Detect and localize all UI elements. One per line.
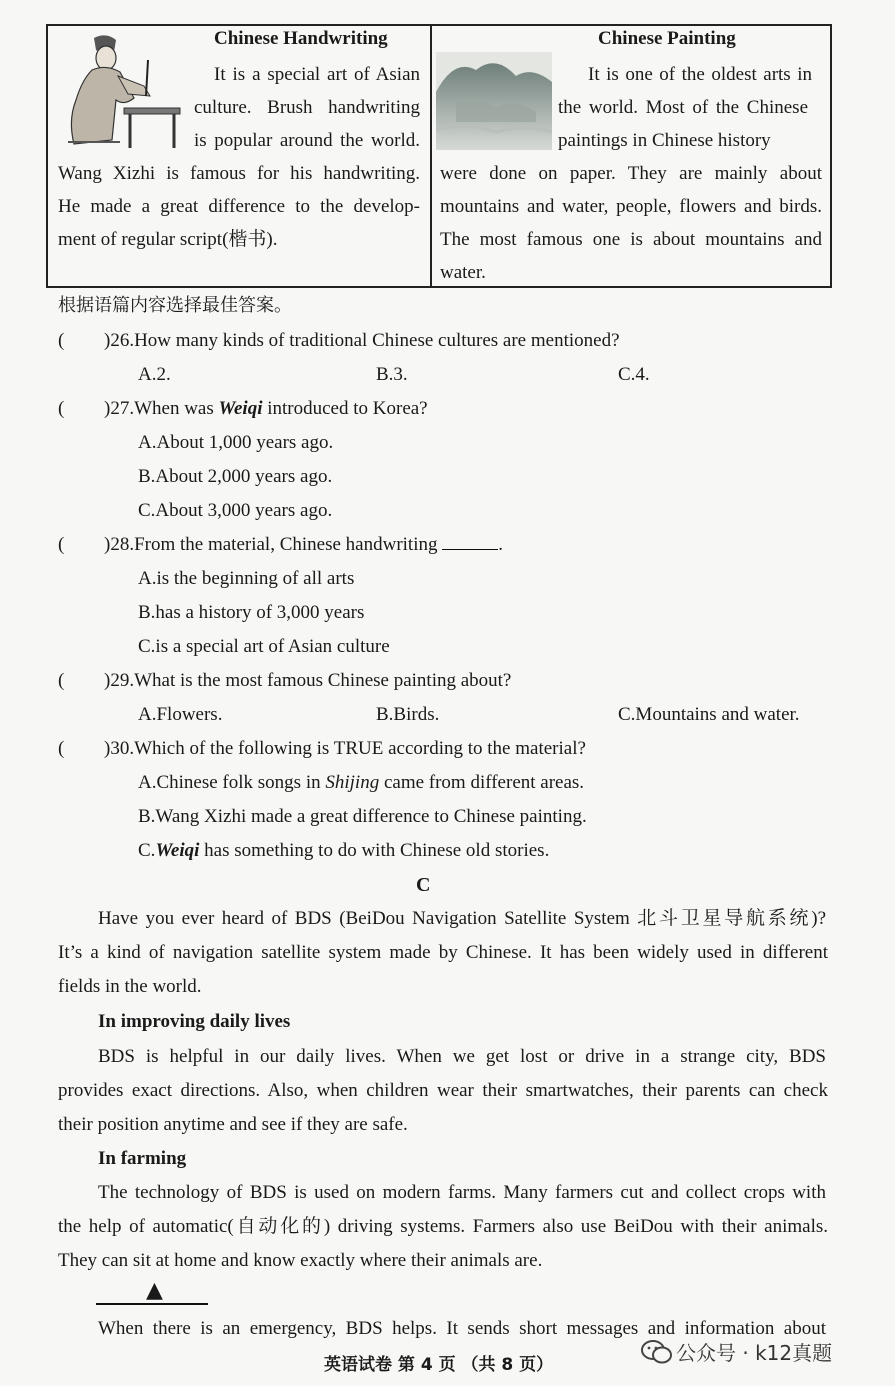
painting-text-line: the world. Most of the Chinese [558,97,808,118]
scholar-writing-illustration [54,30,184,152]
question-30: )30.Which of the following is TRUE according to the material? [104,738,586,759]
question-26: )26.How many kinds of traditional Chinese cultures are mentioned? [104,330,620,351]
answer-blank[interactable] [442,533,498,550]
question-28: )28.From the material, Chinese handwriting . [104,534,503,555]
paragraph-line: provides exact directions. Also, when children wear their smartwatches, their parents can check [58,1080,828,1101]
answer-paren[interactable]: ( [58,534,65,555]
subheading: In farming [98,1148,187,1169]
paragraph-line: Have you ever heard of BDS (BeiDou Navigation Satellite System 北斗卫星导航系统)? [98,908,826,929]
option[interactable]: B.3. [376,364,408,385]
wechat-icon [640,1338,674,1366]
answer-paren[interactable]: ( [58,670,65,691]
triangle-icon: ▲ [146,1278,163,1303]
handwriting-text-line: He made a great difference to the develop- [58,196,420,217]
option[interactable]: C.About 3,000 years ago. [138,500,333,521]
paragraph-line: fields in the world. [58,976,202,997]
option[interactable]: C.Weiqi has something to do with Chinese old stories. [138,840,550,861]
handwriting-title: Chinese Handwriting [214,28,388,49]
watermark-text: 公众号 · k12真题 [676,1341,833,1365]
answer-paren[interactable]: ( [58,738,65,759]
option[interactable]: C.4. [618,364,650,385]
subheading: In improving daily lives [98,1011,291,1032]
handwriting-text-line: culture. Brush handwriting [194,97,420,118]
handwriting-text-line: is popular around the world. [194,130,420,151]
paragraph-line: their position anytime and see if they are safe. [58,1114,408,1135]
answer-paren[interactable]: ( [58,330,65,351]
section-letter: C [416,874,431,896]
option[interactable]: B.About 2,000 years ago. [138,466,333,487]
painting-text-line: mountains and water, people, flowers and birds. [440,196,822,217]
subheading-blank-line [96,1303,208,1305]
page-footer: 英语试卷 第 4 页 （共 8 页） [324,1355,554,1375]
paragraph-line: It’s a kind of navigation satellite system made by Chinese. It has been widely used in different [58,942,828,963]
ink-painting-illustration [436,52,552,150]
paragraph-line: They can sit at home and know exactly where their animals are. [58,1250,543,1271]
handwriting-text-line: It is a special art of Asian [214,64,420,85]
option[interactable]: A.About 1,000 years ago. [138,432,334,453]
answer-paren[interactable]: ( [58,398,65,419]
option[interactable]: B.has a history of 3,000 years [138,602,365,623]
paragraph-line: the help of automatic(自动化的) driving systems. Farmers also use BeiDou with their animals. [58,1216,828,1237]
painting-text-line: were done on paper. They are mainly about [440,163,822,184]
painting-text-line: The most famous one is about mountains and [440,229,822,250]
option[interactable]: C.is a special art of Asian culture [138,636,390,657]
option[interactable]: A.Chinese folk songs in Shijing came from different areas. [138,772,585,793]
paragraph-line: When there is an emergency, BDS helps. It sends short messages and information about [98,1318,826,1339]
paragraph-line: BDS is helpful in our daily lives. When we get lost or drive in a strange city, BDS [98,1046,826,1067]
instruction: 根据语篇内容选择最佳答案。 [58,295,292,316]
painting-text-line: water. [440,262,486,283]
option[interactable]: B.Birds. [376,704,440,725]
painting-title: Chinese Painting [598,28,736,49]
painting-text-line: It is one of the oldest arts in [588,64,812,85]
handwriting-text-line: Wang Xizhi is famous for his handwriting. [58,163,420,184]
option[interactable]: A.2. [138,364,171,385]
option[interactable]: C.Mountains and water. [618,704,800,725]
question-27: )27.When was Weiqi introduced to Korea? [104,398,428,419]
option[interactable]: A.is the beginning of all arts [138,568,355,589]
painting-text-line: paintings in Chinese history [558,130,771,151]
question-29: )29.What is the most famous Chinese painting about? [104,670,512,691]
handwriting-text-line: ment of regular script(楷书). [58,229,278,250]
table-divider [430,24,432,288]
option[interactable]: A.Flowers. [138,704,223,725]
option[interactable]: B.Wang Xizhi made a great difference to Chinese painting. [138,806,587,827]
paragraph-line: The technology of BDS is used on modern farms. Many farmers cut and collect crops with [98,1182,826,1203]
